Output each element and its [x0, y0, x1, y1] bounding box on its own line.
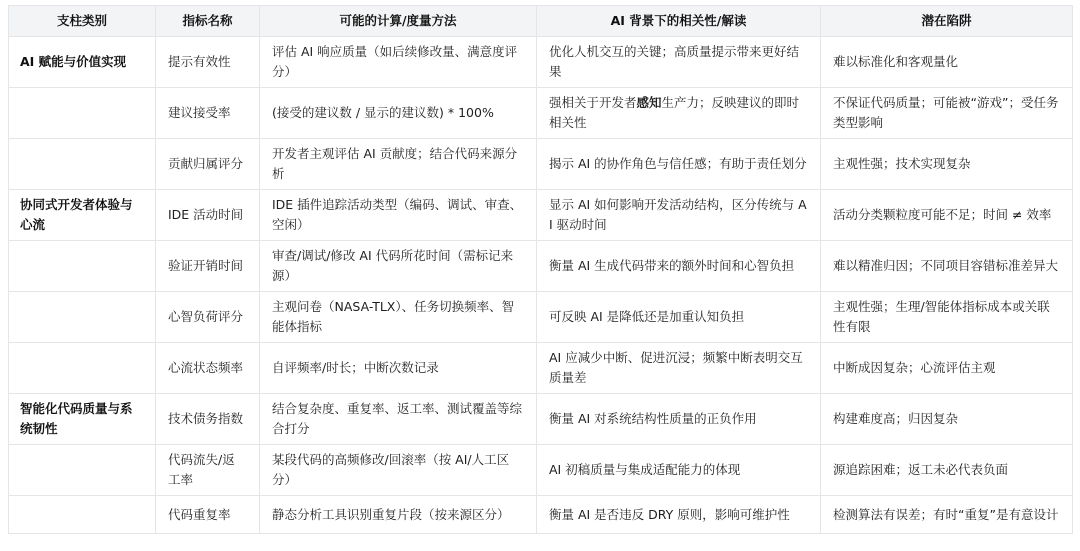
header-pillar: 支柱类别 — [9, 6, 156, 37]
method-cell: 静态分析工具识别重复片段（按来源区分） — [260, 496, 537, 534]
pitfall-cell: 构建难度高；归因复杂 — [821, 394, 1073, 445]
relevance-cell: AI 初稿质量与集成适配能力的体现 — [537, 445, 821, 496]
pillar-cell — [9, 139, 156, 190]
metric-cell: 心流状态频率 — [156, 343, 260, 394]
pillar-cell: 智能化代码质量与系统韧性 — [9, 394, 156, 445]
pillar-cell — [9, 241, 156, 292]
pillar-cell: AI 赋能与价值实现 — [9, 37, 156, 88]
relevance-cell: AI 应减少中断、促进沉浸；频繁中断表明交互质量差 — [537, 343, 821, 394]
relevance-cell: 可反映 AI 是降低还是加重认知负担 — [537, 292, 821, 343]
table-row — [9, 139, 1073, 190]
metric-cell: 代码流失/返工率 — [156, 445, 260, 496]
relevance-cell: 揭示 AI 的协作角色与信任感；有助于责任划分 — [537, 139, 821, 190]
relevance-cell: 优化人机交互的关键；高质量提示带来更好结果 — [537, 37, 821, 88]
method-cell: 主观问卷（NASA-TLX）、任务切换频率、智能体指标 — [260, 292, 537, 343]
metric-cell: IDE 活动时间 — [156, 190, 260, 241]
metric-cell: 代码重复率 — [156, 496, 260, 534]
method-cell: 开发者主观评估 AI 贡献度；结合代码来源分析 — [260, 139, 537, 190]
method-cell: (接受的建议数 / 显示的建议数) * 100% — [260, 88, 537, 139]
relevance-cell: 显示 AI 如何影响开发活动结构，区分传统与 AI 驱动时间 — [537, 190, 821, 241]
metric-cell: 贡献归属评分 — [156, 139, 260, 190]
relevance-text: 生产力；反映建议的即时相关性 — [549, 95, 800, 130]
relevance-emphasis: 感知 — [636, 95, 662, 110]
method-cell: 评估 AI 响应质量（如后续修改量、满意度评分） — [260, 37, 537, 88]
table-row — [9, 445, 1073, 496]
metric-cell: 提示有效性 — [156, 37, 260, 88]
table-header — [9, 6, 1073, 37]
method-cell: 审查/调试/修改 AI 代码所花时间（需标记来源） — [260, 241, 537, 292]
table-row — [9, 190, 1073, 241]
metric-cell: 验证开销时间 — [156, 241, 260, 292]
method-cell: 自评频率/时长；中断次数记录 — [260, 343, 537, 394]
header-method: 可能的计算/度量方法 — [260, 6, 537, 37]
pillar-cell — [9, 496, 156, 534]
relevance-cell: 衡量 AI 对系统结构性质量的正负作用 — [537, 394, 821, 445]
header-pitfall: 潜在陷阱 — [821, 6, 1073, 37]
table-body — [9, 37, 1073, 534]
metric-cell: 建议接受率 — [156, 88, 260, 139]
method-cell: IDE 插件追踪活动类型（编码、调试、审查、空闲） — [260, 190, 537, 241]
pitfall-cell: 不保证代码质量；可能被“游戏”；受任务类型影响 — [821, 88, 1073, 139]
relevance-cell — [537, 88, 821, 139]
pitfall-cell: 主观性强；技术实现复杂 — [821, 139, 1073, 190]
header-row — [9, 6, 1073, 37]
metrics-table — [8, 5, 1073, 534]
method-cell: 某段代码的高频修改/回滚率（按 AI/人工区分） — [260, 445, 537, 496]
table-row — [9, 496, 1073, 534]
pillar-cell — [9, 343, 156, 394]
metric-cell: 技术债务指数 — [156, 394, 260, 445]
table-row — [9, 37, 1073, 88]
table-row — [9, 292, 1073, 343]
relevance-text: 强相关于开发者 — [549, 95, 637, 110]
table-row — [9, 394, 1073, 445]
pitfall-cell: 难以标准化和客观量化 — [821, 37, 1073, 88]
relevance-cell: 衡量 AI 是否违反 DRY 原则，影响可维护性 — [537, 496, 821, 534]
pitfall-cell: 源追踪困难；返工未必代表负面 — [821, 445, 1073, 496]
header-metric: 指标名称 — [156, 6, 260, 37]
pitfall-cell: 中断成因复杂；心流评估主观 — [821, 343, 1073, 394]
pitfall-cell: 难以精准归因；不同项目容错标准差异大 — [821, 241, 1073, 292]
relevance-cell: 衡量 AI 生成代码带来的额外时间和心智负担 — [537, 241, 821, 292]
pillar-cell: 协同式开发者体验与心流 — [9, 190, 156, 241]
pitfall-cell: 主观性强；生理/智能体指标成本或关联性有限 — [821, 292, 1073, 343]
table-row — [9, 241, 1073, 292]
pitfall-cell: 活动分类颗粒度可能不足；时间 ≠ 效率 — [821, 190, 1073, 241]
header-relevance: AI 背景下的相关性/解读 — [537, 6, 821, 37]
table-row — [9, 88, 1073, 139]
pitfall-cell: 检测算法有误差；有时“重复”是有意设计 — [821, 496, 1073, 534]
table-row — [9, 343, 1073, 394]
pillar-cell — [9, 88, 156, 139]
pillar-cell — [9, 445, 156, 496]
method-cell: 结合复杂度、重复率、返工率、测试覆盖等综合打分 — [260, 394, 537, 445]
metric-cell: 心智负荷评分 — [156, 292, 260, 343]
pillar-cell — [9, 292, 156, 343]
